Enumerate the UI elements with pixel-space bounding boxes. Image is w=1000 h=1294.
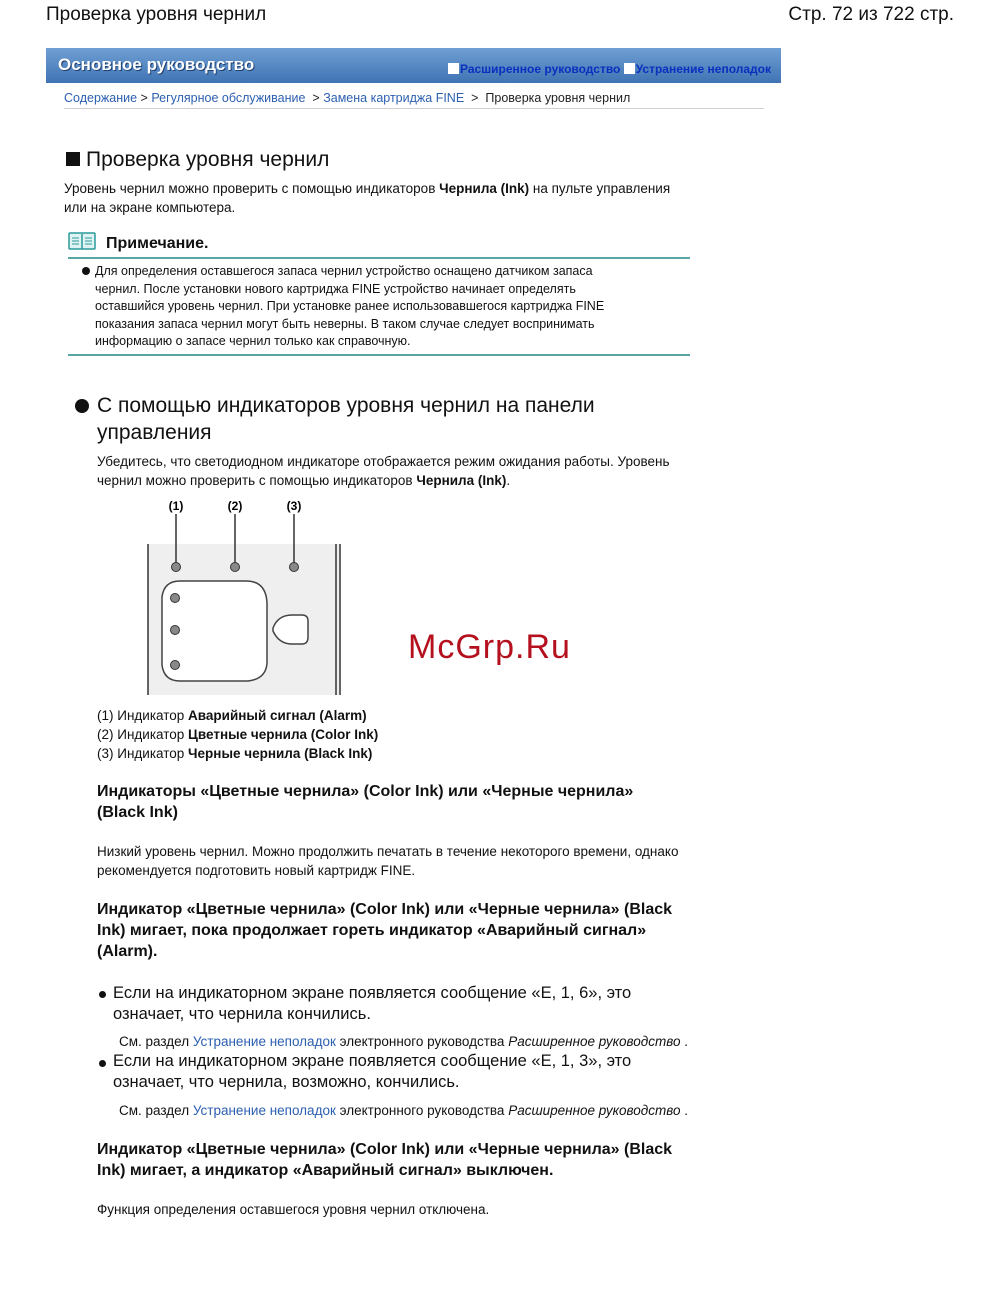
basic-guide-label: Основное руководство	[58, 55, 255, 74]
reference-line: См. раздел Устранение неполадок электронного руководства Расширенное руководство .	[119, 1103, 688, 1118]
black-ink-lamp	[290, 563, 299, 572]
black-square-icon	[66, 152, 80, 166]
breadcrumb-current: Проверка уровня чернил	[485, 91, 631, 105]
panel-lamp	[171, 594, 180, 603]
bullet-icon	[99, 991, 106, 998]
breadcrumb-replace-cartridge[interactable]: Замена картриджа FINE	[323, 91, 465, 105]
alarm-lamp	[172, 563, 181, 572]
troubleshooting-ref-link[interactable]: Устранение неполадок	[192, 1034, 336, 1049]
low-ink-text: Низкий уровень чернил. Можно продолжить печатать в течение некоторого времени, однако рекомендуется подготовить новый картридж FINE.	[97, 844, 679, 878]
color-ink-lamp	[231, 563, 240, 572]
breadcrumb: Содержание > Регулярное обслуживание > Замена картриджа FINE > Проверка уровня чернил	[64, 91, 764, 109]
bullet-icon	[99, 1060, 106, 1067]
bullet-icon	[82, 267, 90, 275]
subheading-blinking-alarm-on: Индикатор «Цветные чернила» (Color Ink) или «Черные чернила» (Black Ink) мигает, пока продолжает гореть индикатор «Аварийный сигнал» (Alarm).	[97, 901, 673, 960]
callout-2: (2)	[227, 499, 243, 513]
list-item-e16: Если на индикаторном экране появляется сообщение «E, 1, 6», это означает, что чернила кончились.	[113, 984, 632, 1023]
watermark: McGrp.Ru	[408, 628, 571, 666]
detection-disabled-text: Функция определения оставшегося уровня чернил отключена.	[97, 1202, 490, 1217]
troubleshooting-ref-link[interactable]: Устранение неполадок	[192, 1103, 336, 1118]
panel-lamp	[171, 661, 180, 670]
note-divider	[68, 257, 690, 259]
note-divider	[68, 354, 690, 356]
guide-banner	[46, 48, 781, 83]
bullet-icon	[75, 399, 89, 413]
indicator-legend: (1) Индикатор Аварийный сигнал (Alarm) (2) Индикатор Цветные чернила (Color Ink) (3) Индикатор Черные чернила (Black Ink)	[97, 708, 379, 761]
page-title: Проверка уровня чернил	[66, 148, 329, 172]
square-icon	[624, 63, 635, 74]
advanced-guide-link[interactable]: Расширенное руководство	[459, 62, 621, 76]
breadcrumb-maintenance[interactable]: Регулярное обслуживание	[151, 91, 306, 105]
reference-line: См. раздел Устранение неполадок электронного руководства Расширенное руководство .	[119, 1034, 688, 1049]
subheading-low-ink: Индикаторы «Цветные чернила» (Color Ink) или «Черные чернила» (Black Ink)	[97, 783, 634, 821]
subheading-blinking-alarm-off: Индикатор «Цветные чернила» (Color Ink) или «Черные чернила» (Black Ink) мигает, а индикатор «Аварийный сигнал» выключен.	[97, 1141, 673, 1179]
panel-button	[273, 615, 308, 644]
troubleshooting-link[interactable]: Устранение неполадок	[635, 62, 771, 76]
note-text: Для определения оставшегося запаса чернил устройство оснащено датчиком запаса чернил. После установки нового картриджа FINE устройство начинает определять оставшийся уровень чернил. При установке ранее использовавшегося картриджа FINE показания запаса чернил могут быть неверны. В таком случае следует воспринимать информацию о запасе чернил только как справочную.	[95, 264, 605, 348]
section-title: С помощью индикаторов уровня чернил на панели управления	[97, 394, 595, 444]
callout-1: (1)	[168, 499, 184, 513]
book-icon	[68, 232, 96, 250]
section-text: Убедитесь, что светодиодном индикаторе отображается режим ожидания работы. Уровень чернил можно проверить с помощью индикаторов Чернила (Ink).	[97, 454, 670, 488]
breadcrumb-contents[interactable]: Содержание	[64, 91, 138, 105]
panel-lamp	[171, 626, 180, 635]
square-icon	[448, 63, 459, 74]
control-panel-diagram	[140, 495, 350, 705]
document-title: Проверка уровня чернил	[46, 4, 267, 25]
page-counter: Стр. 72 из 722 стр.	[788, 4, 954, 25]
note-title: Примечание.	[106, 235, 209, 252]
callout-3: (3)	[286, 499, 302, 513]
intro-text: Уровень чернил можно проверить с помощью индикаторов Чернила (Ink) на пульте управления или на экране компьютера.	[64, 181, 671, 215]
list-item-e13: Если на индикаторном экране появляется сообщение «E, 1, 3», это означает, что чернила, возможно, кончились.	[113, 1052, 632, 1091]
